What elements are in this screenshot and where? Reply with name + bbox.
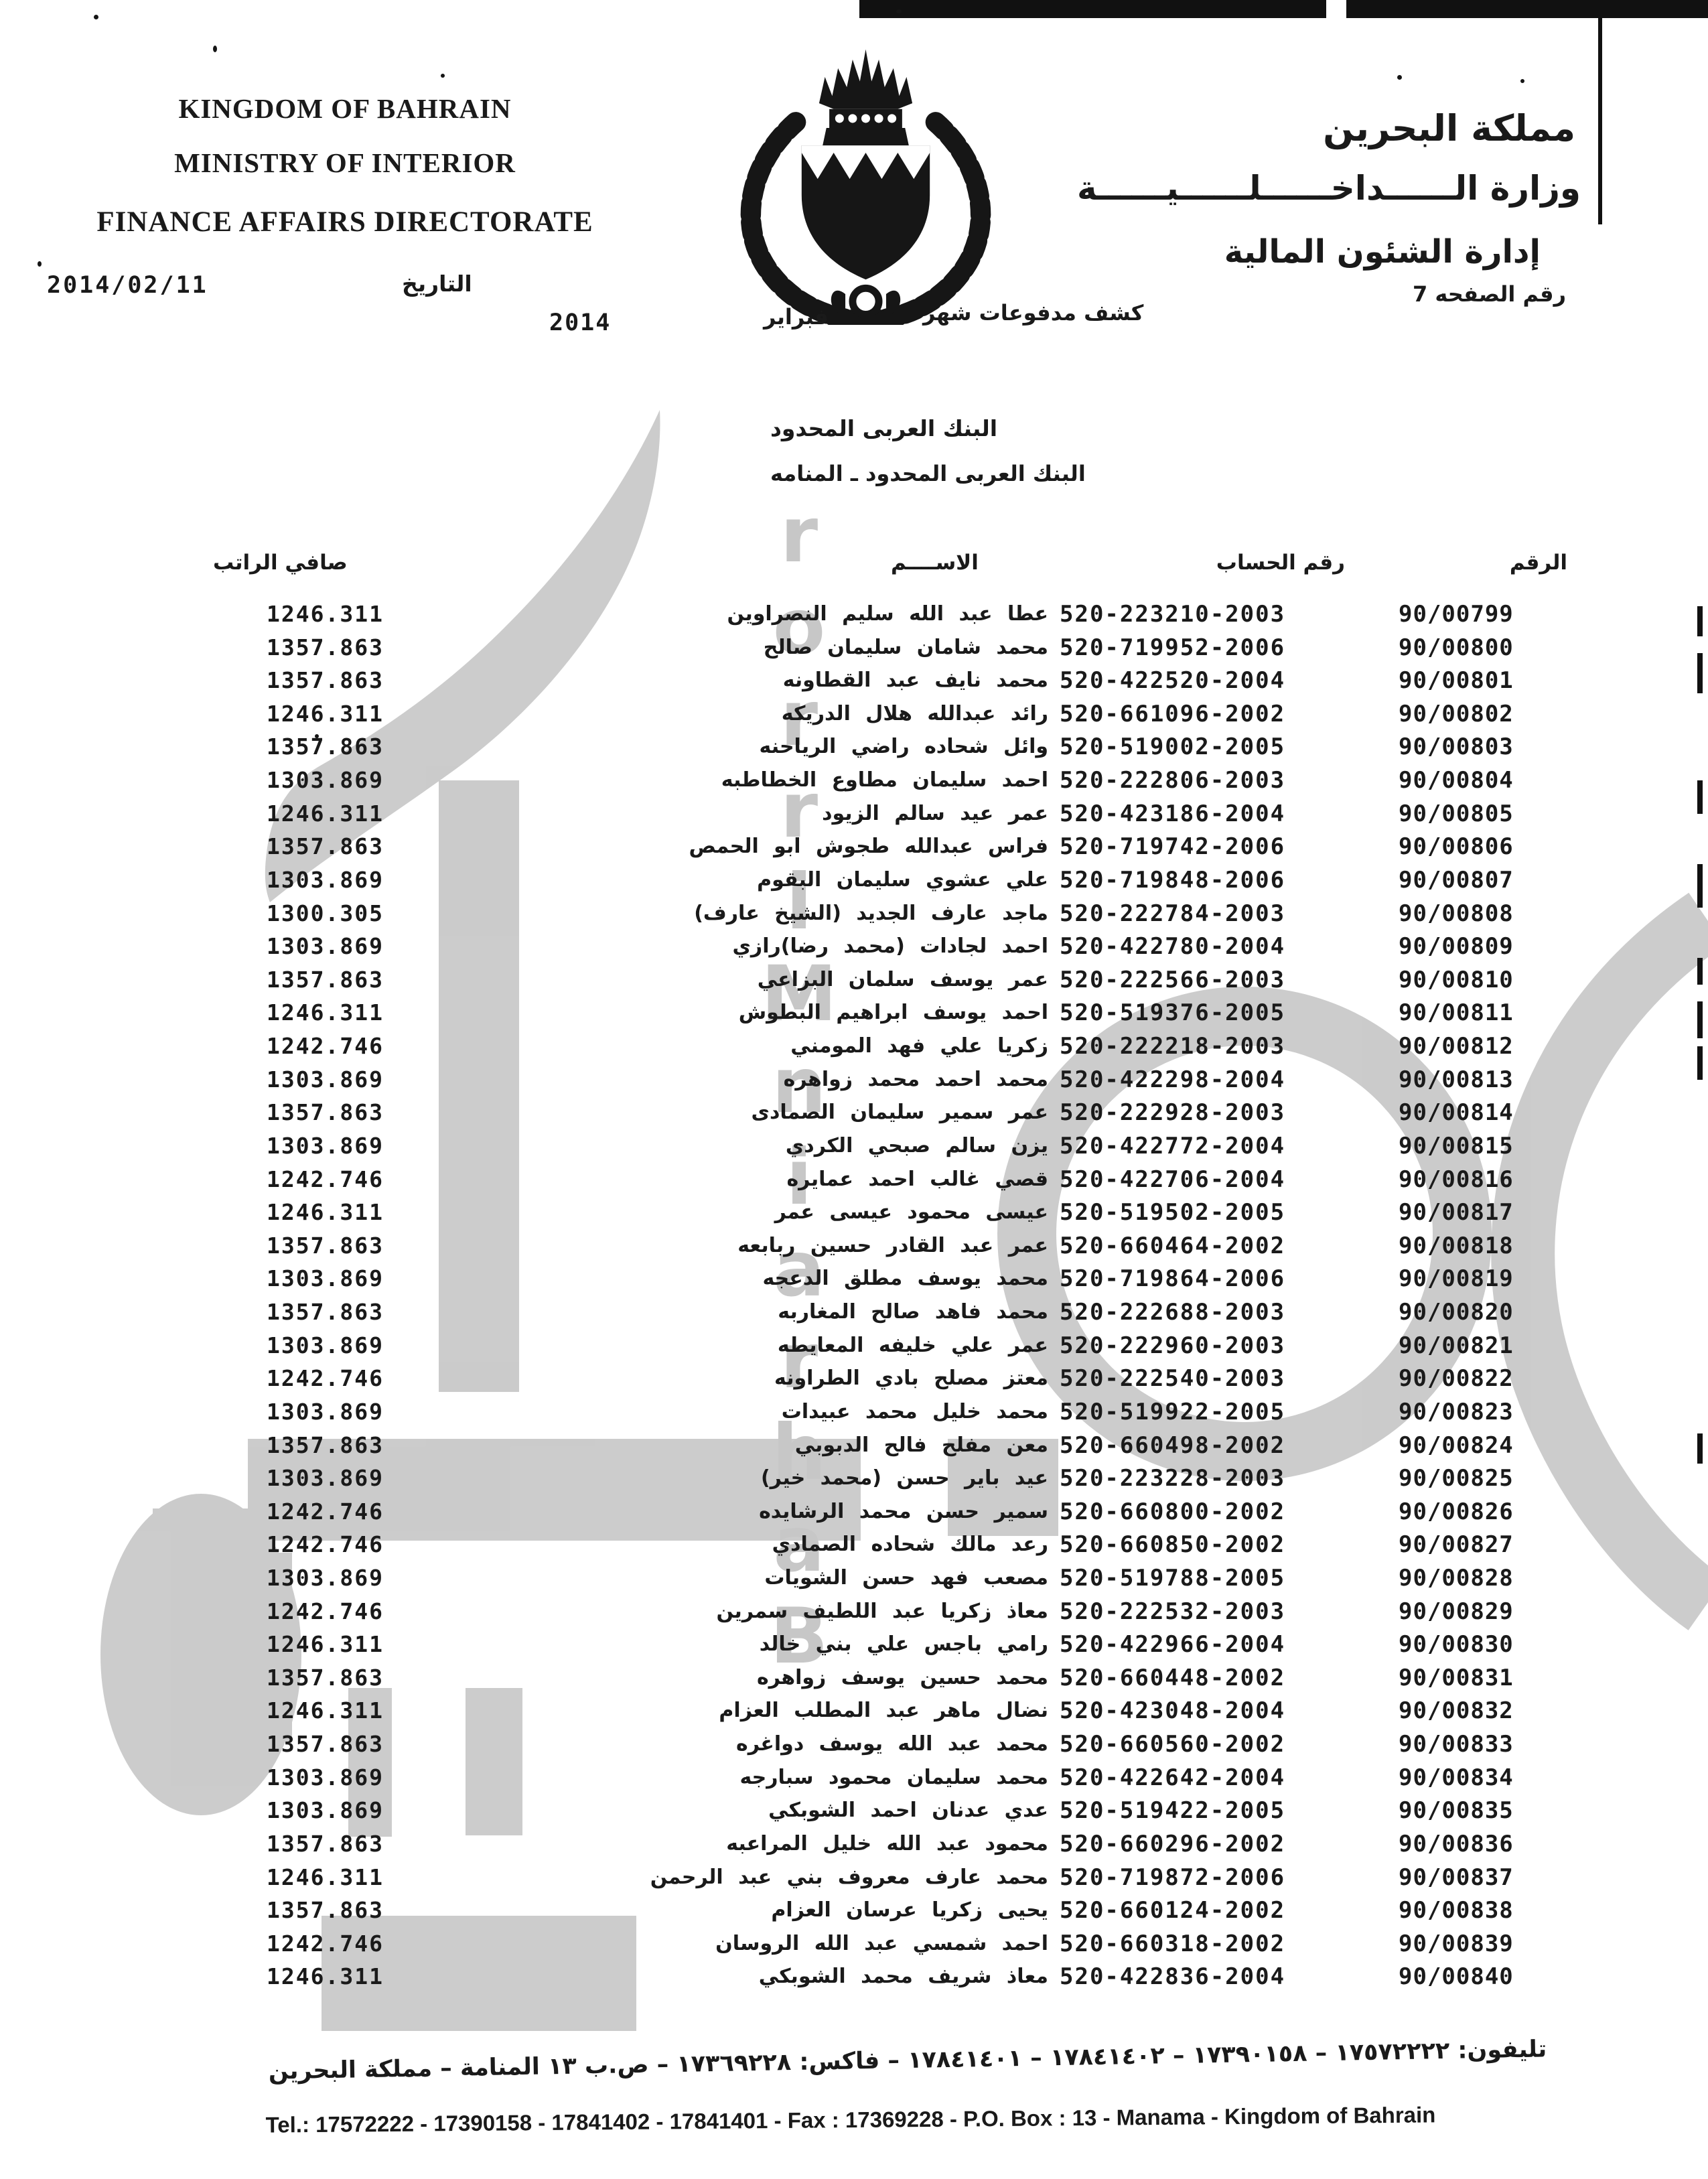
serial-number-cell: 90/00834	[1399, 1764, 1514, 1791]
serial-number-cell: 90/00807	[1399, 866, 1514, 894]
account-number-cell: 520-422966-2004	[1060, 1631, 1286, 1659]
bank-name-branch: البنك العربى المحدود ـ المنامه	[770, 461, 1086, 486]
serial-number-cell: 90/00824	[1399, 1431, 1514, 1459]
net-salary-cell: 1242.746	[267, 1166, 384, 1192]
serial-number-cell: 90/00838	[1399, 1897, 1514, 1924]
net-salary-cell: 1303.869	[267, 1398, 384, 1425]
account-number-cell: 520-660850-2002	[1060, 1531, 1286, 1559]
table-row	[0, 1661, 1708, 1695]
scan-artifact-line	[1598, 18, 1602, 224]
watermark-letter: i	[786, 857, 812, 946]
net-salary-cell: 1246.311	[267, 601, 384, 627]
serial-number-cell: 90/00829	[1399, 1598, 1514, 1625]
column-header-serial: الرقم	[1509, 551, 1567, 575]
table-row	[0, 1761, 1708, 1795]
employee-name-cell: عمر عيد سالم الزيود	[822, 801, 1048, 825]
speck	[1397, 75, 1402, 80]
net-salary-cell: 1357.863	[267, 1299, 384, 1326]
watermark-letter: r	[780, 674, 819, 763]
serial-number-cell: 90/00813	[1399, 1066, 1514, 1093]
serial-number-cell: 90/00826	[1399, 1498, 1514, 1525]
employee-name-cell: رائد عبدالله هلال الدريكه	[781, 701, 1048, 725]
watermark-letter: r	[780, 766, 819, 855]
serial-number-cell: 90/00802	[1399, 700, 1514, 727]
serial-number-cell: 90/00816	[1399, 1166, 1514, 1193]
table-row	[0, 1395, 1708, 1429]
net-salary-cell: 1242.746	[267, 1598, 384, 1624]
employee-name-cell: عمر علي خليفه المعايطه	[777, 1333, 1048, 1357]
net-salary-cell: 1303.869	[267, 1332, 384, 1358]
employee-name-cell: محمد نايف عبد القطاونه	[782, 669, 1048, 693]
net-salary-cell: 1242.746	[267, 1365, 384, 1392]
employee-name-cell: احمد سليمان مطاوع الخطاطبه	[721, 768, 1048, 792]
table-row	[0, 1728, 1708, 1761]
account-number-cell: 520-519422-2005	[1060, 1797, 1286, 1825]
letterhead-arabic-kingdom: مملكة البحرين	[1323, 107, 1575, 149]
net-salary-cell: 1357.863	[267, 1431, 384, 1458]
account-number-cell: 520-222784-2003	[1060, 900, 1286, 927]
employee-name-cell: احمد لجادات (محمد رضا)رازي	[732, 934, 1048, 959]
letterhead-arabic-directorate: إدارة الشئون المالية	[1224, 233, 1541, 271]
letterhead-arabic-ministry: وزارة الــــــداخــــــلــــــيــــــة	[1077, 169, 1581, 208]
directorate-title: FINANCE AFFAIRS DIRECTORATE	[96, 206, 593, 238]
table-row	[0, 1927, 1708, 1961]
net-salary-cell: 1357.863	[267, 1897, 384, 1924]
account-number-cell: 520-422520-2004	[1060, 667, 1286, 695]
table-row	[0, 1495, 1708, 1529]
statement-month: فبراير	[764, 304, 829, 330]
table-row	[0, 830, 1708, 863]
letterhead-english	[0, 92, 690, 238]
net-salary-cell: 1246.311	[267, 1963, 384, 1990]
scan-artifact-bar	[1346, 0, 1708, 18]
net-salary-cell: 1303.869	[267, 1465, 384, 1492]
net-salary-cell: 1246.311	[267, 700, 384, 727]
table-row	[0, 1628, 1708, 1661]
table-row	[0, 1960, 1708, 1993]
employee-name-cell: علي عشوي سليمان البقوم	[757, 867, 1048, 892]
watermark-letter: i	[786, 1133, 812, 1222]
serial-number-cell: 90/00811	[1399, 999, 1514, 1027]
table-row	[0, 598, 1708, 631]
table-row	[0, 764, 1708, 797]
employee-name-cell: عمر عبد القادر حسين ربابعه	[737, 1233, 1048, 1257]
scan-artifact-bar	[859, 0, 1326, 18]
net-salary-cell: 1357.863	[267, 1664, 384, 1691]
table-row	[0, 1561, 1708, 1595]
watermark-letter: h	[772, 1408, 827, 1497]
net-salary-cell: 1246.311	[267, 999, 384, 1026]
table-row	[0, 730, 1708, 764]
serial-number-cell: 90/00799	[1399, 601, 1514, 628]
employee-name-cell: يحيى زكريا عرسان العزام	[771, 1898, 1048, 1922]
serial-number-cell: 90/00833	[1399, 1731, 1514, 1758]
watermark-letter: a	[773, 1500, 825, 1589]
serial-number-cell: 90/00806	[1399, 833, 1514, 861]
table-row	[0, 1595, 1708, 1628]
account-number-cell: 520-660448-2002	[1060, 1664, 1286, 1691]
account-number-cell: 520-519376-2005	[1060, 999, 1286, 1027]
net-salary-cell: 1303.869	[267, 1797, 384, 1824]
column-header-name: الاســــم	[891, 551, 979, 575]
net-salary-cell: 1242.746	[267, 1531, 384, 1558]
date-label: التاريخ	[402, 271, 472, 297]
employee-name-cell: رعد مالك شحاده الصمادي	[772, 1533, 1048, 1557]
employee-name-cell: رامي باجس علي بني خالد	[759, 1632, 1048, 1657]
net-salary-cell: 1357.863	[267, 733, 384, 760]
net-salary-cell: 1357.863	[267, 1099, 384, 1126]
employee-name-cell: ماجد عارف الجديد (الشيخ عارف)	[694, 901, 1048, 925]
account-number-cell: 520-660124-2002	[1060, 1897, 1286, 1924]
date-value: 2014/02/11	[47, 272, 208, 299]
table-row	[0, 1295, 1708, 1329]
net-salary-cell: 1357.863	[267, 634, 384, 660]
account-number-cell: 520-660296-2002	[1060, 1830, 1286, 1857]
employee-name-cell: نضال ماهر عبد المطلب العزام	[719, 1699, 1048, 1723]
serial-number-cell: 90/00808	[1399, 900, 1514, 927]
employee-name-cell: وائل شحاده راضي الرياحنه	[759, 735, 1048, 759]
table-row	[0, 963, 1708, 997]
ministry-title: MINISTRY OF INTERIOR	[174, 147, 516, 178]
employee-name-cell: قصي غالب احمد عمايره	[786, 1167, 1048, 1191]
net-salary-cell: 1242.746	[267, 1033, 384, 1060]
table-row	[0, 996, 1708, 1030]
account-number-cell: 520-519502-2005	[1060, 1199, 1286, 1226]
serial-number-cell: 90/00817	[1399, 1199, 1514, 1226]
employee-name-cell: محمد شامان سليمان صالح	[763, 635, 1048, 659]
table-row	[0, 863, 1708, 897]
employee-name-cell: مصعب فهد حسن الشويات	[764, 1565, 1048, 1590]
serial-number-cell: 90/00822	[1399, 1365, 1514, 1393]
kingdom-title: KINGDOM OF BAHRAIN	[178, 93, 512, 124]
watermark-letter: n	[772, 1041, 827, 1130]
account-number-cell: 520-661096-2002	[1060, 700, 1286, 727]
net-salary-cell: 1246.311	[267, 1631, 384, 1658]
account-number-cell: 520-719864-2006	[1060, 1265, 1286, 1293]
net-salary-cell: 1357.863	[267, 966, 384, 993]
serial-number-cell: 90/00832	[1399, 1697, 1514, 1725]
footer-arabic: تليفون: ١٧٥٧٢٢٢٢ – ١٧٣٩٠١٥٨ – ١٧٨٤١٤٠٢ – ١٧٨٤١٤٠١ – فاكس: ١٧٣٦٩٢٢٨ – ص.ب ١٣ المنامة – مملكة البحرين	[268, 2036, 1547, 2085]
column-header-account: رقم الحساب	[1216, 551, 1345, 575]
account-number-cell: 520-422836-2004	[1060, 1963, 1286, 1991]
net-salary-cell: 1303.869	[267, 1265, 384, 1292]
serial-number-cell: 90/00804	[1399, 767, 1514, 794]
serial-number-cell: 90/00825	[1399, 1465, 1514, 1492]
table-row	[0, 1063, 1708, 1097]
watermark-letter: r	[780, 490, 819, 579]
account-number-cell: 520-519922-2005	[1060, 1398, 1286, 1425]
account-number-cell: 520-222566-2003	[1060, 966, 1286, 993]
employee-name-cell: محمود عبد الله خليل المراعبه	[726, 1831, 1048, 1855]
serial-number-cell: 90/00840	[1399, 1963, 1514, 1991]
serial-number-cell: 90/00809	[1399, 933, 1514, 961]
footer-english: Tel.: 17572222 - 17390158 - 17841402 - 17841401 - Fax : 17369228 - P.O. Box : 13 - Manama - Kingdom of Bahrain	[265, 2102, 1436, 2137]
table-row	[0, 1528, 1708, 1561]
net-salary-cell: 1246.311	[267, 800, 384, 827]
net-salary-cell: 1242.746	[267, 1498, 384, 1525]
page-number-label: رقم الصفحه 7	[1412, 281, 1566, 307]
table-row	[0, 631, 1708, 664]
employee-name-cell: محمد فاهد صالح المغاربه	[778, 1300, 1048, 1324]
employee-name-cell: معن مفلح فالح الدبوبي	[794, 1433, 1048, 1457]
table-row	[0, 697, 1708, 731]
account-number-cell: 520-719848-2006	[1060, 866, 1286, 894]
account-number-cell: 520-660800-2002	[1060, 1498, 1286, 1525]
serial-number-cell: 90/00823	[1399, 1398, 1514, 1425]
serial-number-cell: 90/00836	[1399, 1830, 1514, 1857]
table-row	[0, 797, 1708, 831]
account-number-cell: 520-660498-2002	[1060, 1431, 1286, 1459]
statement-year: 2014	[549, 309, 612, 336]
employee-name-cell: معاذ زكريا عبد اللطيف سمرين	[716, 1599, 1048, 1623]
account-number-cell: 520-222540-2003	[1060, 1365, 1286, 1393]
account-number-cell: 520-222688-2003	[1060, 1299, 1286, 1326]
account-number-cell: 520-223228-2003	[1060, 1465, 1286, 1492]
employee-name-cell: عيد باير حسن (محمد خير)	[760, 1466, 1048, 1490]
serial-number-cell: 90/00835	[1399, 1797, 1514, 1825]
account-number-cell: 520-222928-2003	[1060, 1099, 1286, 1127]
employee-name-cell: عمر سمير سليمان الصمادى	[751, 1101, 1048, 1125]
net-salary-cell: 1303.869	[267, 767, 384, 794]
watermark-letter: a	[773, 1224, 825, 1314]
serial-number-cell: 90/00815	[1399, 1132, 1514, 1159]
net-salary-cell: 1303.869	[267, 933, 384, 960]
account-number-cell: 520-422298-2004	[1060, 1066, 1286, 1093]
table-row	[0, 930, 1708, 963]
serial-number-cell: 90/00827	[1399, 1531, 1514, 1559]
table-row	[0, 1827, 1708, 1861]
serial-number-cell: 90/00818	[1399, 1232, 1514, 1259]
speck	[441, 74, 445, 78]
employee-name-cell: معتز مصلح بادي الطراونه	[774, 1366, 1048, 1391]
table-row	[0, 664, 1708, 697]
account-number-cell: 520-422642-2004	[1060, 1764, 1286, 1791]
table-row	[0, 1329, 1708, 1362]
employee-name-cell: عيسى محمود عيسى عمر	[774, 1200, 1048, 1224]
employee-name-cell: معاذ شريف محمد الشوبكي	[758, 1965, 1048, 1989]
table-row	[0, 1861, 1708, 1894]
account-number-cell: 520-422706-2004	[1060, 1166, 1286, 1193]
account-number-cell: 520-222218-2003	[1060, 1033, 1286, 1060]
table-row	[0, 1163, 1708, 1196]
account-number-cell: 520-660318-2002	[1060, 1930, 1286, 1957]
serial-number-cell: 90/00801	[1399, 667, 1514, 695]
account-number-cell: 520-222806-2003	[1060, 767, 1286, 794]
serial-number-cell: 90/00831	[1399, 1664, 1514, 1691]
net-salary-cell: 1357.863	[267, 1830, 384, 1857]
net-salary-cell: 1303.869	[267, 1132, 384, 1159]
watermark-letter: r	[780, 1316, 819, 1405]
net-salary-cell: 1303.869	[267, 1564, 384, 1591]
net-salary-cell: 1242.746	[267, 1930, 384, 1957]
speck	[38, 261, 42, 267]
table-row	[0, 1794, 1708, 1827]
employee-name-cell: سمير حسن محمد الرشايده	[759, 1499, 1048, 1523]
employee-name-cell: فراس عبدالله طجوش ابو الحمص	[689, 835, 1048, 859]
employee-name-cell: محمد خليل محمد عبيدات	[781, 1399, 1048, 1423]
serial-number-cell: 90/00812	[1399, 1033, 1514, 1060]
account-number-cell: 520-423186-2004	[1060, 800, 1286, 827]
table-row	[0, 1129, 1708, 1163]
net-salary-cell: 1357.863	[267, 1731, 384, 1758]
employee-name-cell: احمد شمسي عبد الله الروسان	[715, 1931, 1048, 1955]
watermark-letter: M	[761, 949, 837, 1038]
employee-name-cell: زكريا علي فهد المومني	[790, 1034, 1048, 1058]
ministry-of-interior-crest-icon	[720, 30, 1011, 328]
bank-name: البنك العربى المحدود	[770, 415, 998, 441]
employee-name-cell: محمد سليمان محمود سبارجه	[739, 1765, 1048, 1789]
column-header-net-salary: صافي الراتب	[213, 551, 348, 575]
net-salary-cell: 1246.311	[267, 1199, 384, 1226]
table-row	[0, 1362, 1708, 1395]
employee-name-cell: عمر يوسف سلمان البزاعي	[757, 967, 1048, 991]
net-salary-cell: 1357.863	[267, 1232, 384, 1259]
account-number-cell: 520-423048-2004	[1060, 1697, 1286, 1725]
serial-number-cell: 90/00814	[1399, 1099, 1514, 1127]
serial-number-cell: 90/00820	[1399, 1299, 1514, 1326]
employee-name-cell: محمد عبد الله يوسف دواغره	[736, 1732, 1048, 1756]
table-row	[0, 1429, 1708, 1462]
serial-number-cell: 90/00839	[1399, 1930, 1514, 1957]
table-row	[0, 1462, 1708, 1495]
net-salary-cell: 1300.305	[267, 900, 384, 926]
serial-number-cell: 90/00805	[1399, 800, 1514, 827]
employee-name-cell: محمد يوسف مطلق الدعجه	[762, 1267, 1048, 1291]
net-salary-cell: 1246.311	[267, 1697, 384, 1724]
account-number-cell: 520-222960-2003	[1060, 1332, 1286, 1359]
net-salary-cell: 1303.869	[267, 1066, 384, 1093]
serial-number-cell: 90/00821	[1399, 1332, 1514, 1359]
serial-number-cell: 90/00800	[1399, 634, 1514, 661]
employee-name-cell: محمد عارف معروف بني عبد الرحمن	[650, 1865, 1048, 1889]
watermark-letter: B	[770, 1592, 829, 1681]
account-number-cell: 520-719742-2006	[1060, 833, 1286, 861]
employee-name-cell: محمد حسين يوسف زواهره	[756, 1665, 1048, 1689]
speck	[1520, 79, 1524, 83]
table-row	[0, 1894, 1708, 1927]
speck	[896, 9, 902, 13]
account-number-cell: 520-719872-2006	[1060, 1864, 1286, 1891]
employee-name-cell: يزن سالم صبحي الكردي	[785, 1133, 1048, 1157]
table-row	[0, 897, 1708, 930]
table-row	[0, 1229, 1708, 1263]
employee-name-cell: عطا عبد الله سليم النصراوين	[727, 602, 1048, 626]
speck	[213, 46, 217, 52]
account-number-cell: 520-519002-2005	[1060, 733, 1286, 761]
account-number-cell: 520-223210-2003	[1060, 601, 1286, 628]
net-salary-cell: 1357.863	[267, 833, 384, 860]
serial-number-cell: 90/00810	[1399, 966, 1514, 993]
employee-name-cell: احمد يوسف ابراهيم البطوش	[738, 1001, 1048, 1025]
net-salary-cell: 1303.869	[267, 866, 384, 893]
net-salary-cell: 1246.311	[267, 1864, 384, 1890]
table-row	[0, 1694, 1708, 1728]
account-number-cell: 520-660464-2002	[1060, 1232, 1286, 1259]
account-number-cell: 520-719952-2006	[1060, 634, 1286, 661]
serial-number-cell: 90/00803	[1399, 733, 1514, 761]
table-row	[0, 1196, 1708, 1229]
table-row	[0, 1096, 1708, 1129]
employee-name-cell: محمد احمد محمد زواهره	[783, 1067, 1048, 1091]
net-salary-cell: 1357.863	[267, 667, 384, 694]
table-row	[0, 1030, 1708, 1063]
watermark-letter: o	[772, 582, 826, 671]
serial-number-cell: 90/00837	[1399, 1864, 1514, 1891]
net-salary-cell: 1303.869	[267, 1764, 384, 1790]
statement-title: كشف مدفوعات شهر	[923, 300, 1144, 326]
account-number-cell: 520-422780-2004	[1060, 933, 1286, 961]
account-number-cell: 520-660560-2002	[1060, 1731, 1286, 1758]
account-number-cell: 520-222532-2003	[1060, 1598, 1286, 1625]
serial-number-cell: 90/00830	[1399, 1631, 1514, 1659]
serial-number-cell: 90/00828	[1399, 1564, 1514, 1592]
table-row	[0, 1262, 1708, 1295]
account-number-cell: 520-422772-2004	[1060, 1132, 1286, 1159]
account-number-cell: 520-519788-2005	[1060, 1564, 1286, 1592]
speck	[94, 15, 98, 19]
serial-number-cell: 90/00819	[1399, 1265, 1514, 1293]
employee-name-cell: عدي عدنان احمد الشوبكي	[768, 1799, 1048, 1823]
